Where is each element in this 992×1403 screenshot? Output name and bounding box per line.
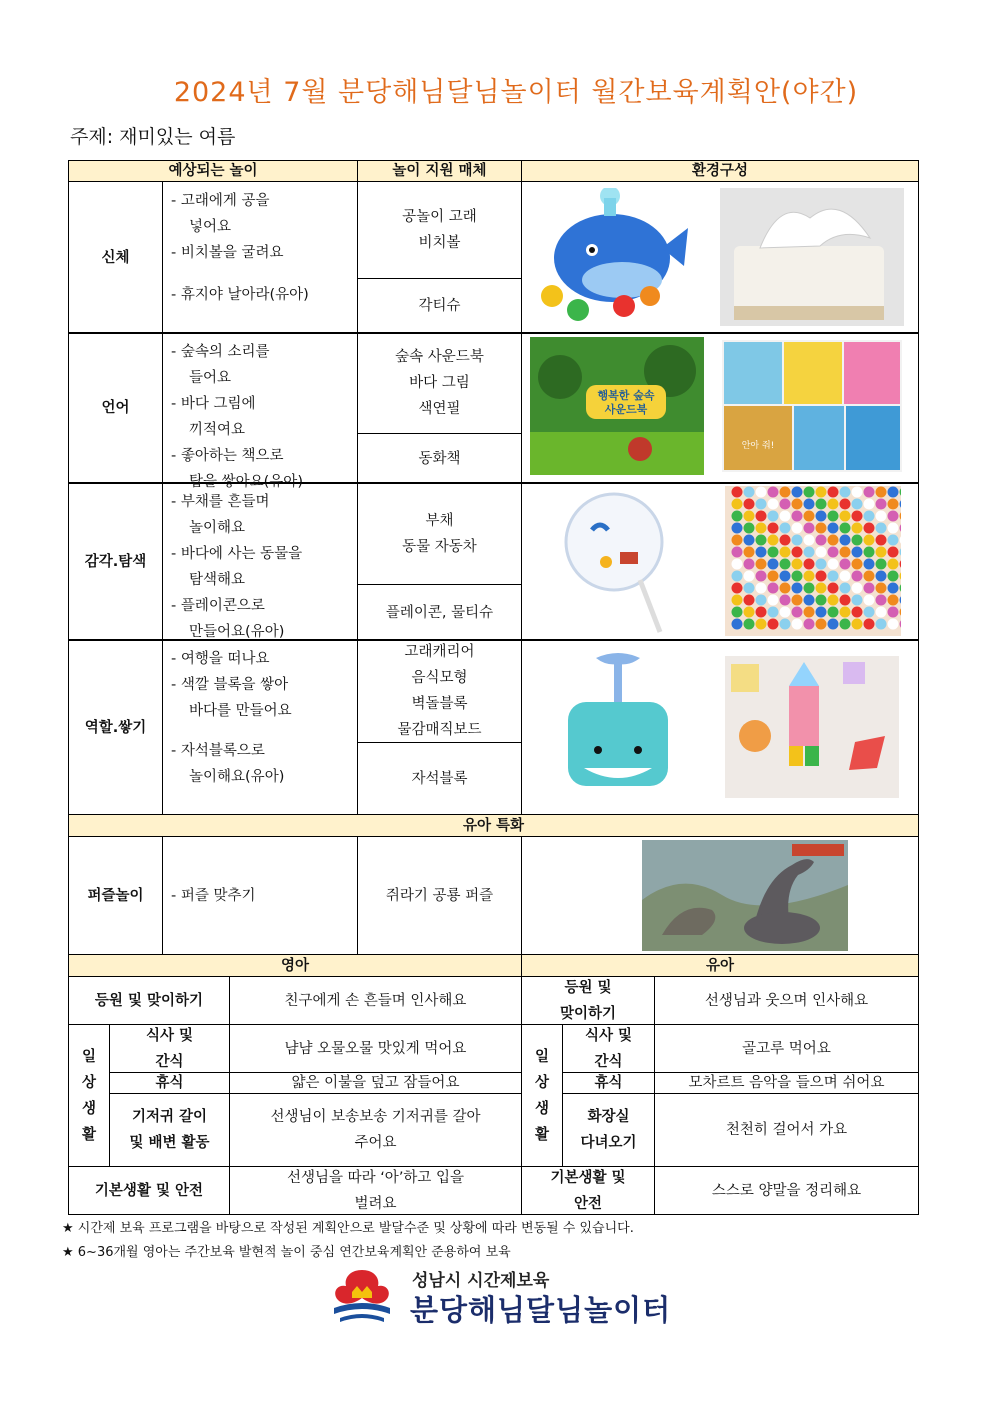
infant-daily-label: 일 상 생 활 bbox=[68, 1024, 110, 1167]
category-role: 역할.쌓기 bbox=[68, 639, 163, 816]
logo-subtitle: 성남시 시간제보육 bbox=[412, 1271, 550, 1291]
play-item: - 휴지야 날아라(유아) bbox=[171, 287, 309, 303]
infant-meal-label: 식사 및 간식 bbox=[109, 1024, 230, 1073]
toddler-header: 유아 bbox=[521, 954, 919, 977]
play-item: - 플레이콘으로 만들어요(유아) bbox=[171, 598, 285, 640]
infant-meal-text: 냠냠 오물오물 맛있게 먹어요 bbox=[229, 1024, 522, 1073]
infant-rest-label: 휴식 bbox=[109, 1072, 230, 1094]
toddler-rest-text: 모차르트 음악을 들으며 쉬어요 bbox=[654, 1072, 919, 1094]
toddler-toilet-label: 화장실 다녀오기 bbox=[562, 1093, 655, 1167]
header-play: 예상되는 놀이 bbox=[68, 160, 358, 182]
infant-basic-label: 기본생활 및 안전 bbox=[68, 1166, 230, 1215]
media-b-sensory bbox=[357, 584, 522, 641]
toddler-meal-text: 골고루 먹어요 bbox=[654, 1024, 919, 1073]
toddler-arrival-text: 선생님과 웃으며 인사해요 bbox=[654, 976, 919, 1025]
theme-label: 주제: 재미있는 여름 bbox=[70, 126, 236, 148]
playcorn-image bbox=[725, 486, 901, 636]
media-item: 색연필 bbox=[418, 401, 461, 417]
header-env: 환경구성 bbox=[521, 160, 919, 182]
media-item: 고래캐리어 bbox=[404, 644, 475, 660]
media-b-body bbox=[357, 278, 522, 334]
media-a-language bbox=[357, 332, 522, 434]
media-a-role bbox=[357, 639, 522, 743]
logo-title: 분당해님달님놀이터 bbox=[410, 1293, 672, 1327]
special-media: 쥐라기 공룡 퍼즐 bbox=[357, 836, 522, 955]
tissue-box-image bbox=[720, 188, 904, 326]
toddler-daily-label: 일 상 생 활 bbox=[521, 1024, 563, 1167]
media-item: 동물 자동차 bbox=[402, 538, 477, 555]
play-item: - 바다 그림에 끼적여요 bbox=[171, 396, 256, 438]
storybooks-image bbox=[722, 340, 902, 472]
seongnam-logo-icon bbox=[330, 1268, 394, 1324]
infant-diaper-text: 선생님이 보송보송 기저귀를 갈아 주어요 bbox=[229, 1093, 522, 1167]
infant-arrival-text: 친구에게 손 흔들며 인사해요 bbox=[229, 976, 522, 1025]
play-item: - 숲속의 소리를 들어요 bbox=[171, 344, 270, 386]
media-item: 벽돌블록 bbox=[411, 696, 468, 712]
media-item: 자석블록 bbox=[411, 771, 468, 787]
toddler-basic-label: 기본생활 및 안전 bbox=[521, 1166, 655, 1215]
header-media: 놀이 지원 매체 bbox=[357, 160, 522, 182]
play-item: - 고래에게 공을 넣어요 bbox=[171, 193, 270, 235]
media-item: 비치볼 bbox=[418, 235, 461, 251]
media-a-sensory bbox=[357, 482, 522, 585]
forest-soundbook-image bbox=[530, 337, 704, 475]
whale-carrier-image bbox=[560, 650, 678, 800]
media-item: 동화책 bbox=[418, 450, 461, 467]
media-a-body bbox=[357, 181, 522, 279]
fan-image bbox=[562, 490, 672, 638]
play-item: - 여행을 떠나요 bbox=[171, 651, 270, 667]
infant-rest-text: 얇은 이불을 덮고 잠들어요 bbox=[229, 1072, 522, 1094]
play-item: - 바다에 사는 동물을 탐색해요 bbox=[171, 546, 303, 588]
media-item: 바다 그림 bbox=[409, 375, 470, 391]
category-language: 언어 bbox=[68, 332, 163, 484]
special-header: 유아 특화 bbox=[68, 814, 919, 837]
toddler-meal-label: 식사 및 간식 bbox=[562, 1024, 655, 1073]
infant-arrival-label: 등원 및 맞이하기 bbox=[68, 976, 230, 1025]
media-item: 각티슈 bbox=[418, 298, 461, 314]
svg-text:안아 줘!: 안아 줘! bbox=[741, 441, 775, 451]
media-item: 플레이콘, 물티슈 bbox=[385, 604, 494, 621]
plays-role bbox=[162, 639, 358, 816]
media-item: 부채 bbox=[425, 512, 454, 529]
media-item: 음식모형 bbox=[411, 670, 468, 686]
whale-ball-toy-image bbox=[532, 188, 692, 326]
page-title: 2024년 7월 분당해님달님놀이터 월간보육계획안(야간) bbox=[173, 77, 859, 108]
play-item: - 색깔 블록을 쌓아 바다를 만들어요 bbox=[171, 677, 292, 719]
play-item: - 비치볼을 굴려요 bbox=[171, 245, 284, 261]
magnetic-blocks-image bbox=[725, 656, 899, 798]
special-category: 퍼즐놀이 bbox=[68, 836, 163, 955]
media-item: 숲속 사운드북 bbox=[395, 349, 484, 365]
infant-basic-text: 선생님을 따라 ‘아’하고 입을 벌려요 bbox=[229, 1166, 522, 1215]
toddler-rest-label: 휴식 bbox=[562, 1072, 655, 1094]
media-item: 공놀이 고래 bbox=[402, 209, 477, 225]
play-item: - 자석블록으로 놀이해요(유아) bbox=[171, 743, 285, 785]
infant-diaper-label: 기저귀 갈이 및 배변 활동 bbox=[109, 1093, 230, 1167]
note-1: ★ 시간제 보육 프로그램을 바탕으로 작성된 계획안으로 발달수준 및 상황에 따라 변동될 수 있습니다. bbox=[62, 1221, 634, 1236]
note-2: ★ 6~36개월 영아는 주간보육 발현적 놀이 중심 연간보육계획안 준용하여 보육 bbox=[62, 1245, 511, 1260]
plays-sensory bbox=[162, 482, 358, 641]
toddler-basic-text: 스스로 양말을 정리해요 bbox=[654, 1166, 919, 1215]
media-b-language bbox=[357, 433, 522, 484]
svg-text:사운드북: 사운드북 bbox=[604, 403, 648, 416]
toddler-arrival-label: 등원 및 맞이하기 bbox=[521, 976, 655, 1025]
category-body: 신체 bbox=[68, 181, 163, 334]
special-play: - 퍼즐 맞추기 bbox=[162, 836, 358, 955]
plays-language bbox=[162, 332, 358, 490]
infant-header: 영아 bbox=[68, 954, 522, 977]
play-item: - 부채를 흔들며 놀이해요 bbox=[171, 494, 270, 536]
toddler-toilet-text: 천천히 걸어서 가요 bbox=[654, 1093, 919, 1167]
plays-body bbox=[162, 181, 358, 334]
media-b-role bbox=[357, 742, 522, 816]
category-sensory: 감각.탐색 bbox=[68, 482, 163, 641]
dinosaur-puzzle-image bbox=[642, 840, 848, 951]
svg-text:행복한 숲속: 행복한 숲속 bbox=[597, 389, 655, 402]
play-item: - 좋아하는 책으로 탑을 쌓아요(유아) bbox=[171, 448, 303, 490]
media-item: 물감매직보드 bbox=[397, 722, 482, 738]
